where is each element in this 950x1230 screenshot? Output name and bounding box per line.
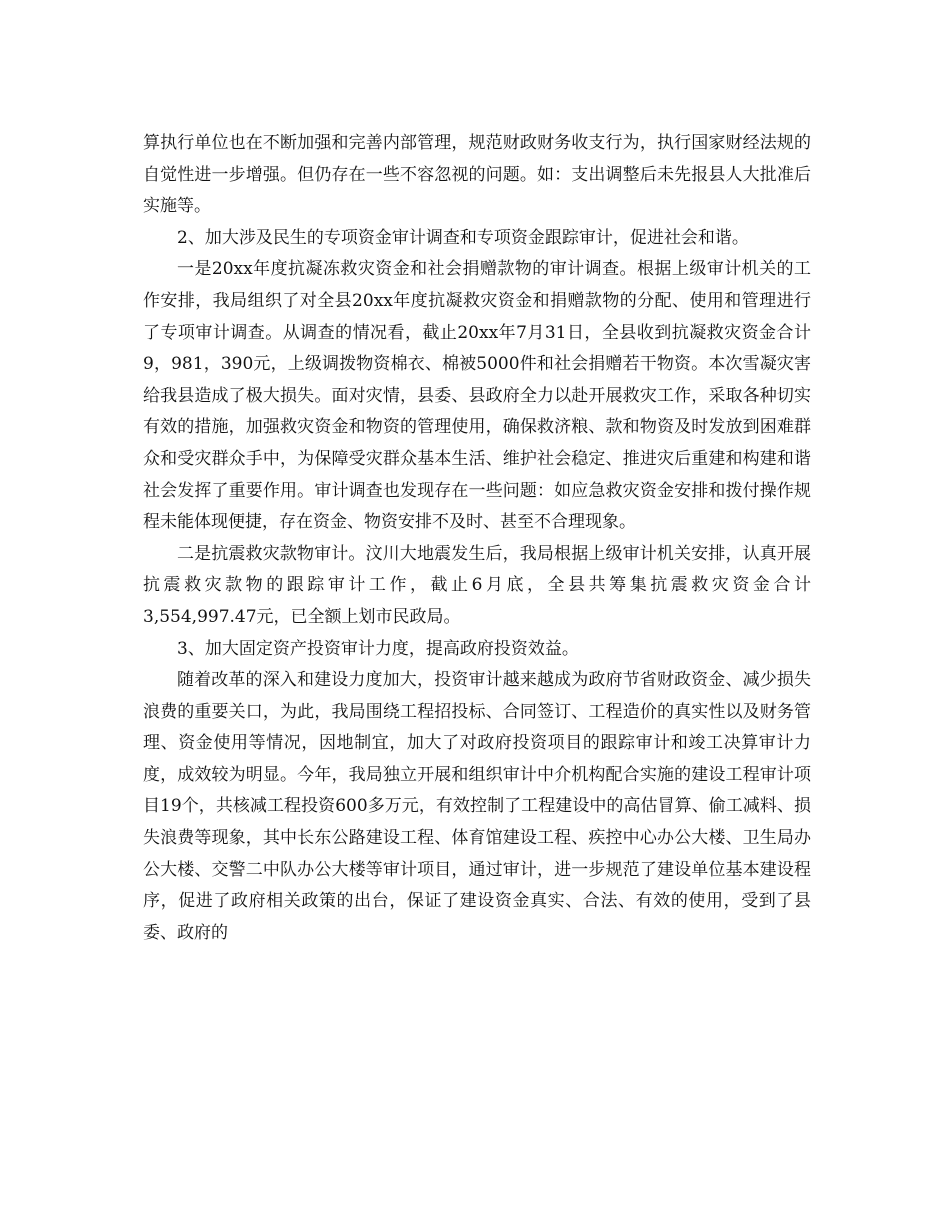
paragraph-heading-3: 3、加大固定资产投资审计力度，提高政府投资效益。 <box>177 638 579 659</box>
paragraph-continuation: 算执行单位也在不断加强和完善内部管理，规范财政财务收支行为，执行国家财经法规的自觉性进一步增强。但仍存在一些不容忽视的问题。如：支出调整后未先报县人大批准后实施等。 <box>143 133 811 217</box>
document-body <box>143 128 811 949</box>
paragraph-earthquake-relief-audit: 二是抗震救灾款物审计。汶川大地震发生后，我局根据上级审计机关安排，认真开展抗震救灾款物的跟踪审计工作，截止6月底，全县共筹集抗震救灾资金合计3,554,997.47元，已全额上划市民政局。 <box>143 543 811 627</box>
paragraph-investment-audit: 随着改革的深入和建设力度加大，投资审计越来越成为政府节省财政资金、减少损失浪费的重要关口，为此，我局围绕工程招投标、合同签订、工程造价的真实性以及财务管理、资金使用等情况，因地制宜，加大了对政府投资项目的跟踪审计和竣工决算审计力度，成效较为明显。今年，我局独立开展和组织审计中介机构配合实施的建设工程审计项目19个，共核减工程投资600多万元，有效控制了工程建设中的高估冒算、偷工减料、损失浪费等现象，其中长东公路建设工程、体育馆建设工程、疾控中心办公大楼、卫生局办公大楼、交警二中队办公大楼等审计项目，通过审计，进一步规范了建设单位基本建设程序，促进了政府相关政策的出台，保证了建设资金真实、合法、有效的使用，受到了县委、政府的 <box>143 670 811 943</box>
paragraph-snow-relief-audit: 一是20xx年度抗凝冻救灾资金和社会捐赠款物的审计调查。根据上级审计机关的工作安排，我局组织了对全县20xx年度抗凝救灾资金和捐赠款物的分配、使用和管理进行了专项审计调查。从调查的情况看，截止20xx年7月31日，全县收到抗凝救灾资金合计9，981，390元，上级调拨物资棉衣、棉被5000件和社会捐赠若干物资。本次雪凝灾害给我县造成了极大损失。面对灾情，县委、县政府全力以赴开展救灾工作，采取各种切实有效的措施，加强救灾资金和物资的管理使用，确保救济粮、款和物资及时发放到困难群众和受灾群众手中，为保障受灾群众基本生活、维护社会稳定、推进灾后重建和构建和谐社会发挥了重要作用。审计调查也发现存在一些问题：如应急救灾资金安排和拨付操作规程未能体现便捷，存在资金、物资安排不及时、甚至不合理现象。 <box>143 259 811 533</box>
paragraph-heading-2: 2、加大涉及民生的专项资金审计调查和专项资金跟踪审计，促进社会和谐。 <box>177 227 749 248</box>
